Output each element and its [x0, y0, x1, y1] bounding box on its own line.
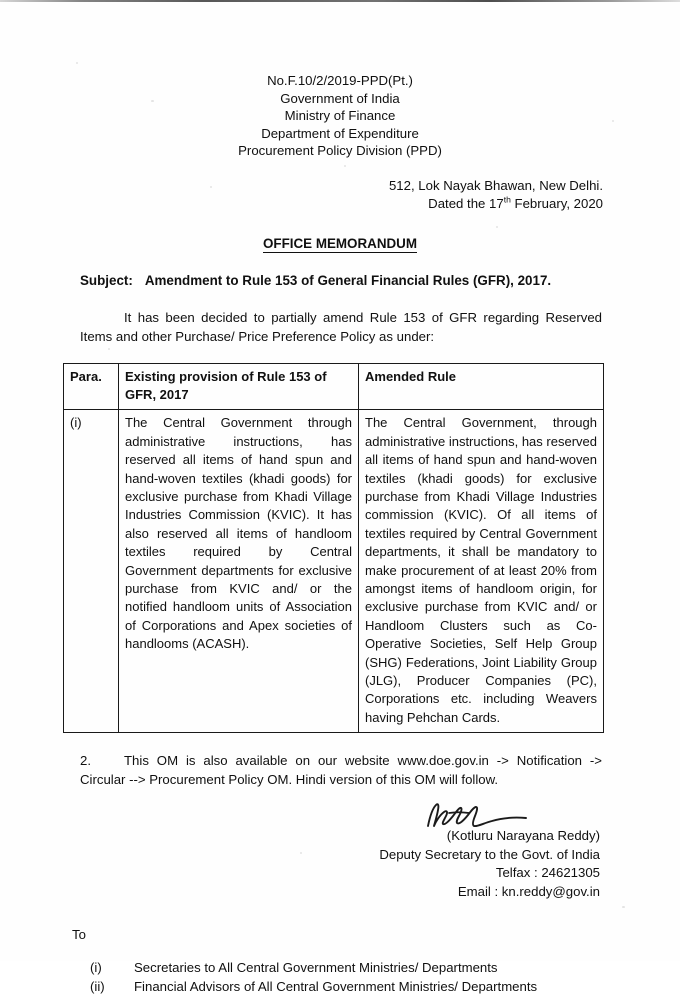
address-line: 512, Lok Nayak Bhawan, New Delhi. — [388, 177, 603, 193]
page-title — [0, 236, 680, 251]
letterhead-line-department: Department of Expenditure — [261, 125, 419, 141]
table-row — [64, 410, 604, 733]
letterhead — [0, 72, 680, 160]
column-header-para: Para. — [64, 363, 119, 410]
signatory-telfax: Telfax : 24621305 — [495, 865, 600, 881]
list-item — [90, 977, 680, 996]
table-header-row — [64, 363, 604, 410]
date-line — [0, 195, 603, 214]
subject-text: Amendment to Rule 153 of General Financial Rules (GFR), 2017. — [144, 272, 552, 288]
paragraph-two — [0, 751, 680, 789]
to-label: To — [72, 927, 86, 943]
letterhead-line-government: Government of India — [280, 90, 400, 106]
paragraph-two-text: This OM is also available on our website www.doe.gov.in -> Notification -> Circular --> Procurement Policy OM. Hindi version of this OM will follow. — [80, 753, 602, 788]
address-date-block — [0, 177, 680, 214]
letterhead-line-file-number: No.F.10/2/2019-PPD(Pt.) — [267, 73, 413, 88]
signatory-name: (Kotluru Narayana Reddy) — [446, 828, 600, 844]
letterhead-line-division: Procurement Policy Division (PPD) — [238, 143, 442, 158]
date-prefix: Dated the 17 — [428, 196, 504, 211]
date-suffix: February, 2020 — [510, 196, 603, 211]
recipients-list — [0, 958, 680, 996]
list-item — [90, 958, 680, 977]
subject-line — [0, 273, 680, 288]
recipient-text: Secretaries to All Central Government Ministries/ Departments — [134, 960, 498, 976]
recipient-text: Financial Advisors of All Central Government Ministries/ Departments — [134, 979, 538, 995]
column-header-existing-provision: Existing provision of Rule 153 of GFR, 2017 — [119, 363, 359, 410]
cell-amended-rule: The Central Government, through administrative instructions, has reserved all items of hand spun and hand-woven textiles (khadi goods) for exclusive purchase from Khadi Village Industries commission (KVIC). Of all items of textiles required by Central Government departments, it shall be mandatory to make procurement of at least 20% from amongst items of handloom origin, for exclusive purchase from KVIC and/ or Handloom Clusters such as Co-Operative Societies, Self Help Group (SHG) Federations, Joint Liability Group (JLG), Producer Companies (PC), Corporations etc. including Weavers having Pehchan Cards. — [359, 410, 604, 733]
signatory-designation: Deputy Secretary to the Govt. of India — [379, 846, 600, 862]
date-ordinal-suffix: th — [503, 194, 511, 205]
column-header-amended-rule: Amended Rule — [359, 363, 604, 410]
recipient-number: (i) — [90, 960, 102, 976]
paragraph-two-number: 2. — [80, 753, 91, 769]
signature-block — [0, 801, 680, 901]
subject-label: Subject: — [80, 272, 133, 288]
letterhead-line-ministry: Ministry of Finance — [284, 108, 396, 123]
recipient-number: (ii) — [90, 979, 105, 995]
page-title-text: OFFICE MEMORANDUM — [263, 235, 417, 251]
signatory-email: Email : kn.reddy@gov.in — [457, 883, 600, 899]
intro-paragraph: It has been decided to partially amend Rule 153 of GFR regarding Reserved Items and other Purchase/ Price Preference Policy as under: — [80, 309, 602, 344]
cell-para-number: (i) — [64, 410, 119, 733]
amendment-table — [63, 363, 604, 734]
signature-scrawl — [0, 801, 600, 831]
cell-existing-provision: The Central Government through administrative instructions, has reserved all items of hand spun and hand-woven textiles (khadi goods) for exclusive purchase from Khadi Village Industries Commission (KVIC). It has also reserved all items of handloom textiles required by Central Government departments for exclusive purchase from KVIC and/ or the notified handloom units of Association of Corporations and Apex societies of handlooms (ACASH). — [119, 410, 359, 733]
